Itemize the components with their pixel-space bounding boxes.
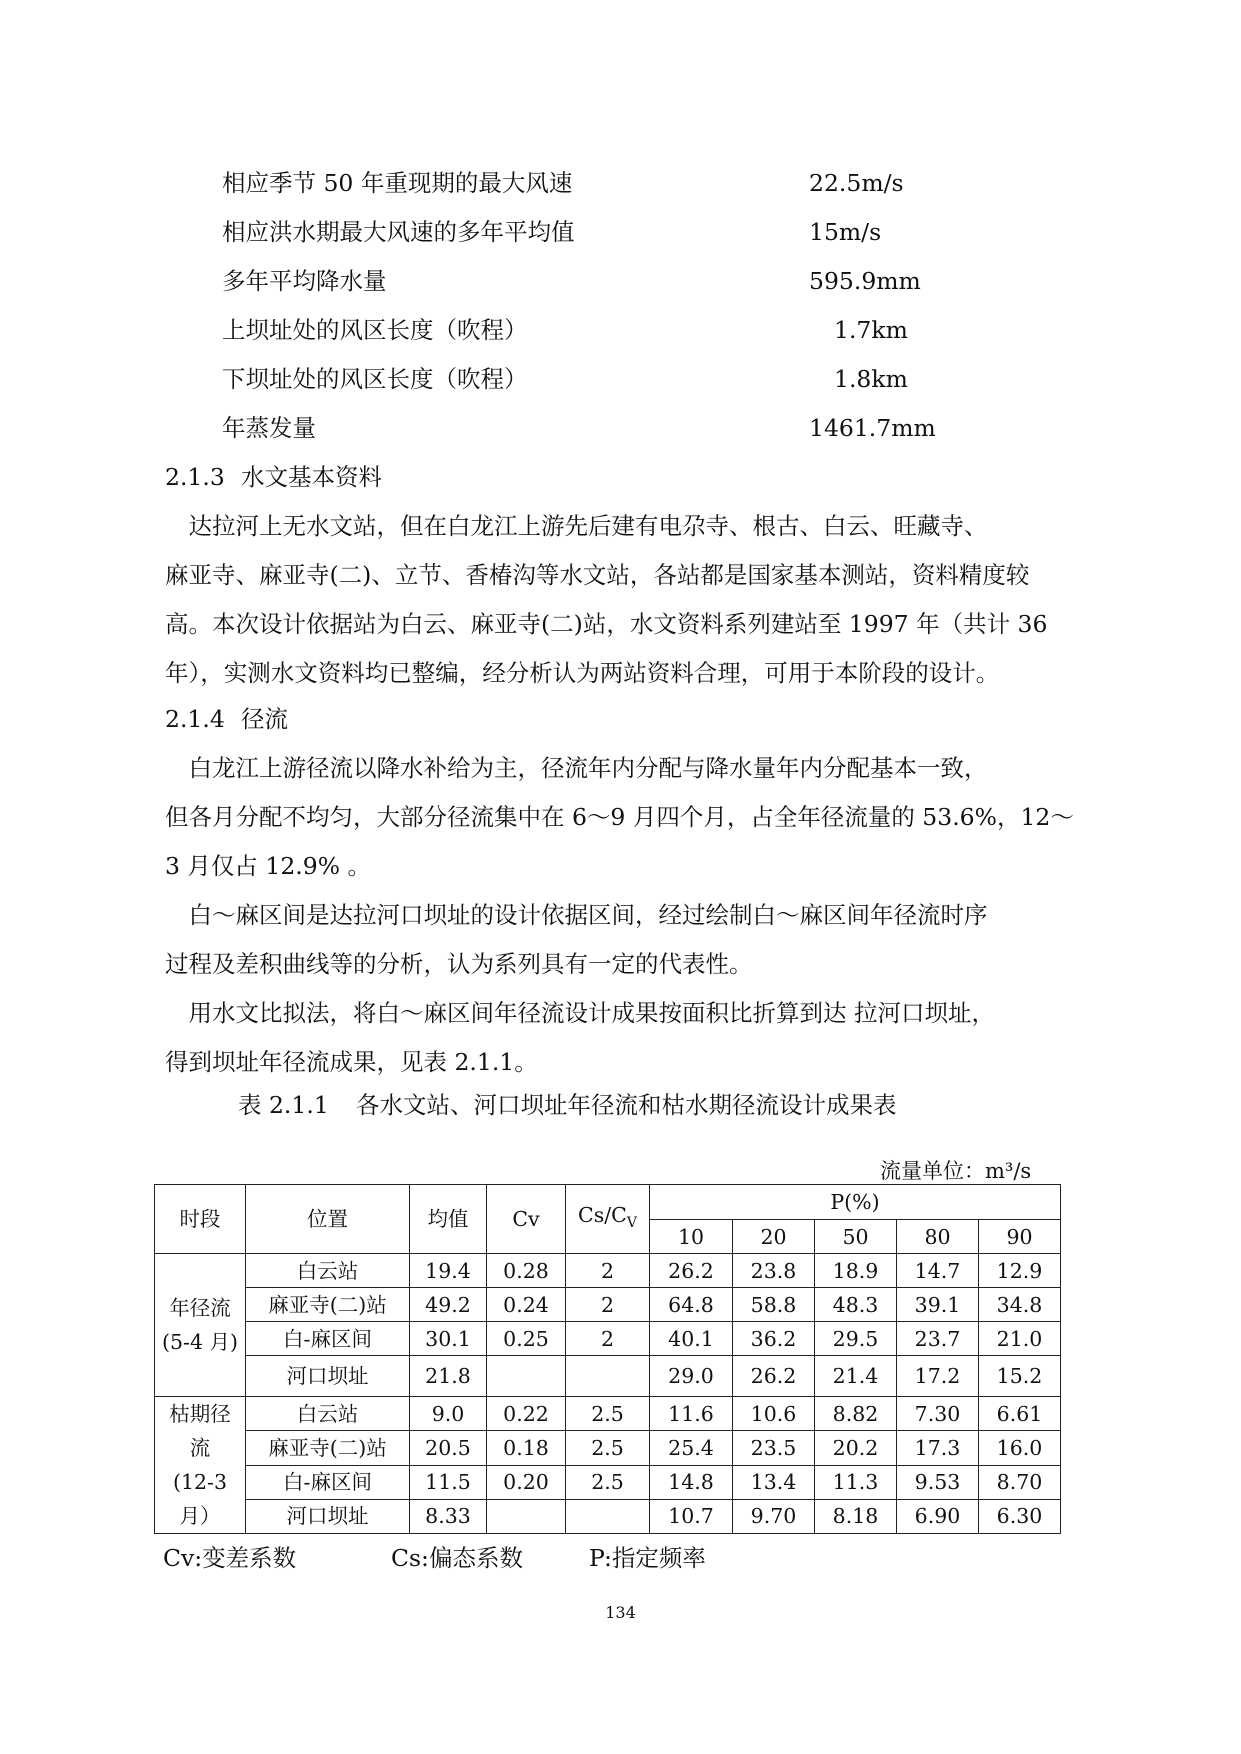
location-cell: 白云站 (246, 1397, 410, 1431)
p-cell: 7.30 (897, 1397, 979, 1431)
p-cell: 18.9 (815, 1254, 897, 1288)
header-cv: Cv (487, 1185, 566, 1254)
paragraph-line: 用水文比拟法，将白～麻区间年径流设计成果按面积比折算到达 拉河口坝址， (165, 999, 995, 1027)
table-row (155, 1397, 1061, 1431)
p-cell: 8.82 (815, 1397, 897, 1431)
p-cell: 48.3 (815, 1288, 897, 1322)
header-location: 位置 (246, 1185, 410, 1254)
cs-cv-cell: 2.5 (566, 1431, 650, 1465)
header-p-level: 80 (897, 1220, 979, 1254)
header-period: 时段 (155, 1185, 246, 1254)
cv-cell: 0.18 (487, 1431, 566, 1465)
p-cell: 6.30 (979, 1499, 1061, 1533)
period-line: (12-3 (172, 1470, 228, 1494)
p-cell: 25.4 (650, 1431, 733, 1465)
param-value: 1461.7mm (809, 414, 936, 442)
p-cell: 23.5 (733, 1431, 815, 1465)
cv-cell: 0.24 (487, 1288, 566, 1322)
header-cs-cv-sub: V (626, 1215, 637, 1232)
location-cell: 白云站 (246, 1254, 410, 1288)
param-row (222, 313, 962, 347)
cv-cell: 0.25 (487, 1322, 566, 1356)
paragraph-line: 3 月仅占 12.9% 。 (165, 852, 372, 880)
p-cell: 58.8 (733, 1288, 815, 1322)
paragraph-line: 但各月分配不均匀，大部分径流集中在 6～9 月四个月，占全年径流量的 53.6%，12～ (165, 803, 1074, 831)
paragraph-runoff (165, 744, 1077, 1087)
cv-cell: 0.20 (487, 1465, 566, 1499)
param-row (222, 215, 962, 249)
mean-cell: 19.4 (410, 1254, 487, 1288)
location-cell: 麻亚寺(二)站 (246, 1288, 410, 1322)
p-cell: 9.53 (897, 1465, 979, 1499)
cs-cv-cell (566, 1356, 650, 1397)
mean-cell: 21.8 (410, 1356, 487, 1397)
header-cs-cv-main: Cs/C (578, 1202, 627, 1227)
table-row (155, 1254, 1061, 1288)
header-p: P(%) (650, 1185, 1061, 1220)
header-p-level: 50 (815, 1220, 897, 1254)
param-value: 15m/s (809, 218, 882, 246)
p-cell: 64.8 (650, 1288, 733, 1322)
param-name: 上坝址处的风区长度（吹程） (222, 316, 528, 344)
footnote-cv: Cv:变差系数 (163, 1544, 297, 1572)
runoff-design-table (154, 1184, 1061, 1534)
cs-cv-cell: 2 (566, 1322, 650, 1356)
header-p-level: 90 (979, 1220, 1061, 1254)
cv-cell: 0.22 (487, 1397, 566, 1431)
table-header-row (155, 1185, 1061, 1220)
p-cell: 8.70 (979, 1465, 1061, 1499)
table-caption (238, 1088, 897, 1122)
paragraph-line: 白～麻区间是达拉河口坝址的设计依据区间，经过绘制白～麻区间年径流时序 (165, 901, 988, 929)
param-name: 年蒸发量 (222, 414, 316, 442)
mean-cell: 30.1 (410, 1322, 487, 1356)
p-cell: 23.8 (733, 1254, 815, 1288)
p-cell: 10.7 (650, 1499, 733, 1533)
header-p-level: 20 (733, 1220, 815, 1254)
table-row (155, 1322, 1061, 1356)
mean-cell: 11.5 (410, 1465, 487, 1499)
location-cell: 白-麻区间 (246, 1465, 410, 1499)
header-p-level: 10 (650, 1220, 733, 1254)
paragraph-line: 麻亚寺、麻亚寺(二)、立节、香椿沟等水文站，各站都是国家基本测站，资料精度较 (165, 561, 1030, 589)
p-cell: 6.90 (897, 1499, 979, 1533)
param-name: 多年平均降水量 (222, 267, 387, 295)
paragraph-line: 白龙江上游径流以降水补给为主，径流年内分配与降水量年内分配基本一致， (165, 754, 988, 782)
p-cell: 39.1 (897, 1288, 979, 1322)
table-row (155, 1465, 1061, 1499)
p-cell: 9.70 (733, 1499, 815, 1533)
param-name: 相应洪水期最大风速的多年平均值 (222, 218, 575, 246)
p-cell: 14.7 (897, 1254, 979, 1288)
param-name: 下坝址处的风区长度（吹程） (222, 365, 528, 393)
p-cell: 17.2 (897, 1356, 979, 1397)
param-value: 1.8km (834, 365, 908, 393)
table-row (155, 1288, 1061, 1322)
p-cell: 13.4 (733, 1465, 815, 1499)
p-cell: 15.2 (979, 1356, 1061, 1397)
param-value: 595.9mm (809, 267, 921, 295)
param-row (222, 264, 962, 298)
paragraph-line: 高。本次设计依据站为白云、麻亚寺(二)站，水文资料系列建站至 1997 年（共计 36 (165, 610, 1048, 638)
location-cell: 河口坝址 (246, 1356, 410, 1397)
period-cell (155, 1254, 246, 1397)
p-cell: 16.0 (979, 1431, 1061, 1465)
p-cell: 11.3 (815, 1465, 897, 1499)
period-line: 月） (179, 1504, 221, 1528)
p-cell: 8.18 (815, 1499, 897, 1533)
section-title: 水文基本资料 (241, 463, 382, 491)
p-cell: 40.1 (650, 1322, 733, 1356)
paragraph-line: 得到坝址年径流成果，见表 2.1.1。 (165, 1048, 538, 1076)
section-number: 2.1.3 (165, 463, 225, 491)
header-mean: 均值 (410, 1185, 487, 1254)
page-number: 134 (605, 1603, 636, 1622)
p-cell: 17.3 (897, 1431, 979, 1465)
p-cell: 11.6 (650, 1397, 733, 1431)
param-row (222, 166, 962, 200)
section-heading-2-1-4 (165, 702, 288, 736)
location-cell: 河口坝址 (246, 1499, 410, 1533)
param-row (222, 362, 962, 396)
section-number: 2.1.4 (165, 705, 225, 733)
cs-cv-cell (566, 1499, 650, 1533)
cs-cv-cell: 2 (566, 1254, 650, 1288)
p-cell: 23.7 (897, 1322, 979, 1356)
unit-label: 流量单位：m³/s (880, 1159, 1032, 1183)
p-cell: 21.0 (979, 1322, 1061, 1356)
paragraph-hydrology (165, 502, 1077, 698)
p-cell: 34.8 (979, 1288, 1061, 1322)
cv-cell: 0.28 (487, 1254, 566, 1288)
period-line: 年径流 (169, 1296, 231, 1320)
param-value: 22.5m/s (809, 169, 904, 197)
table-row (155, 1431, 1061, 1465)
p-cell: 36.2 (733, 1322, 815, 1356)
p-cell: 29.0 (650, 1356, 733, 1397)
period-cell (155, 1397, 246, 1534)
mean-cell: 20.5 (410, 1431, 487, 1465)
p-cell: 6.61 (979, 1397, 1061, 1431)
header-cs-cv (566, 1185, 650, 1254)
param-name: 相应季节 50 年重现期的最大风速 (222, 169, 573, 197)
paragraph-line: 达拉河上无水文站，但在白龙江上游先后建有电尕寺、根古、白云、旺藏寺、 (165, 512, 988, 540)
cs-cv-cell: 2.5 (566, 1465, 650, 1499)
period-line: 枯期径 (169, 1402, 231, 1426)
p-cell: 10.6 (733, 1397, 815, 1431)
p-cell: 29.5 (815, 1322, 897, 1356)
table-footnote (163, 1541, 706, 1575)
cv-cell (487, 1499, 566, 1533)
mean-cell: 8.33 (410, 1499, 487, 1533)
table-row (155, 1356, 1061, 1397)
paragraph-line: 年），实测水文资料均已整编，经分析认为两站资料合理，可用于本阶段的设计。 (165, 659, 1000, 687)
p-cell: 21.4 (815, 1356, 897, 1397)
table-title: 各水文站、河口坝址年径流和枯水期径流设计成果表 (356, 1091, 897, 1119)
period-line: (5-4 月) (161, 1330, 239, 1354)
table-number: 表 2.1.1 (238, 1091, 329, 1119)
param-value: 1.7km (834, 316, 908, 344)
p-cell: 26.2 (650, 1254, 733, 1288)
section-heading-2-1-3 (165, 460, 382, 494)
section-title: 径流 (241, 705, 288, 733)
p-cell: 26.2 (733, 1356, 815, 1397)
cv-cell (487, 1356, 566, 1397)
cs-cv-cell: 2 (566, 1288, 650, 1322)
param-row (222, 411, 962, 445)
table-row (155, 1499, 1061, 1533)
paragraph-line: 过程及差积曲线等的分析，认为系列具有一定的代表性。 (165, 950, 753, 978)
location-cell: 白-麻区间 (246, 1322, 410, 1356)
p-cell: 14.8 (650, 1465, 733, 1499)
p-cell: 20.2 (815, 1431, 897, 1465)
mean-cell: 9.0 (410, 1397, 487, 1431)
footnote-p: P:指定频率 (589, 1544, 706, 1572)
cs-cv-cell: 2.5 (566, 1397, 650, 1431)
location-cell: 麻亚寺(二)站 (246, 1431, 410, 1465)
mean-cell: 49.2 (410, 1288, 487, 1322)
footnote-cs: Cs:偏态系数 (391, 1544, 523, 1572)
p-cell: 12.9 (979, 1254, 1061, 1288)
period-line: 流 (189, 1436, 211, 1460)
